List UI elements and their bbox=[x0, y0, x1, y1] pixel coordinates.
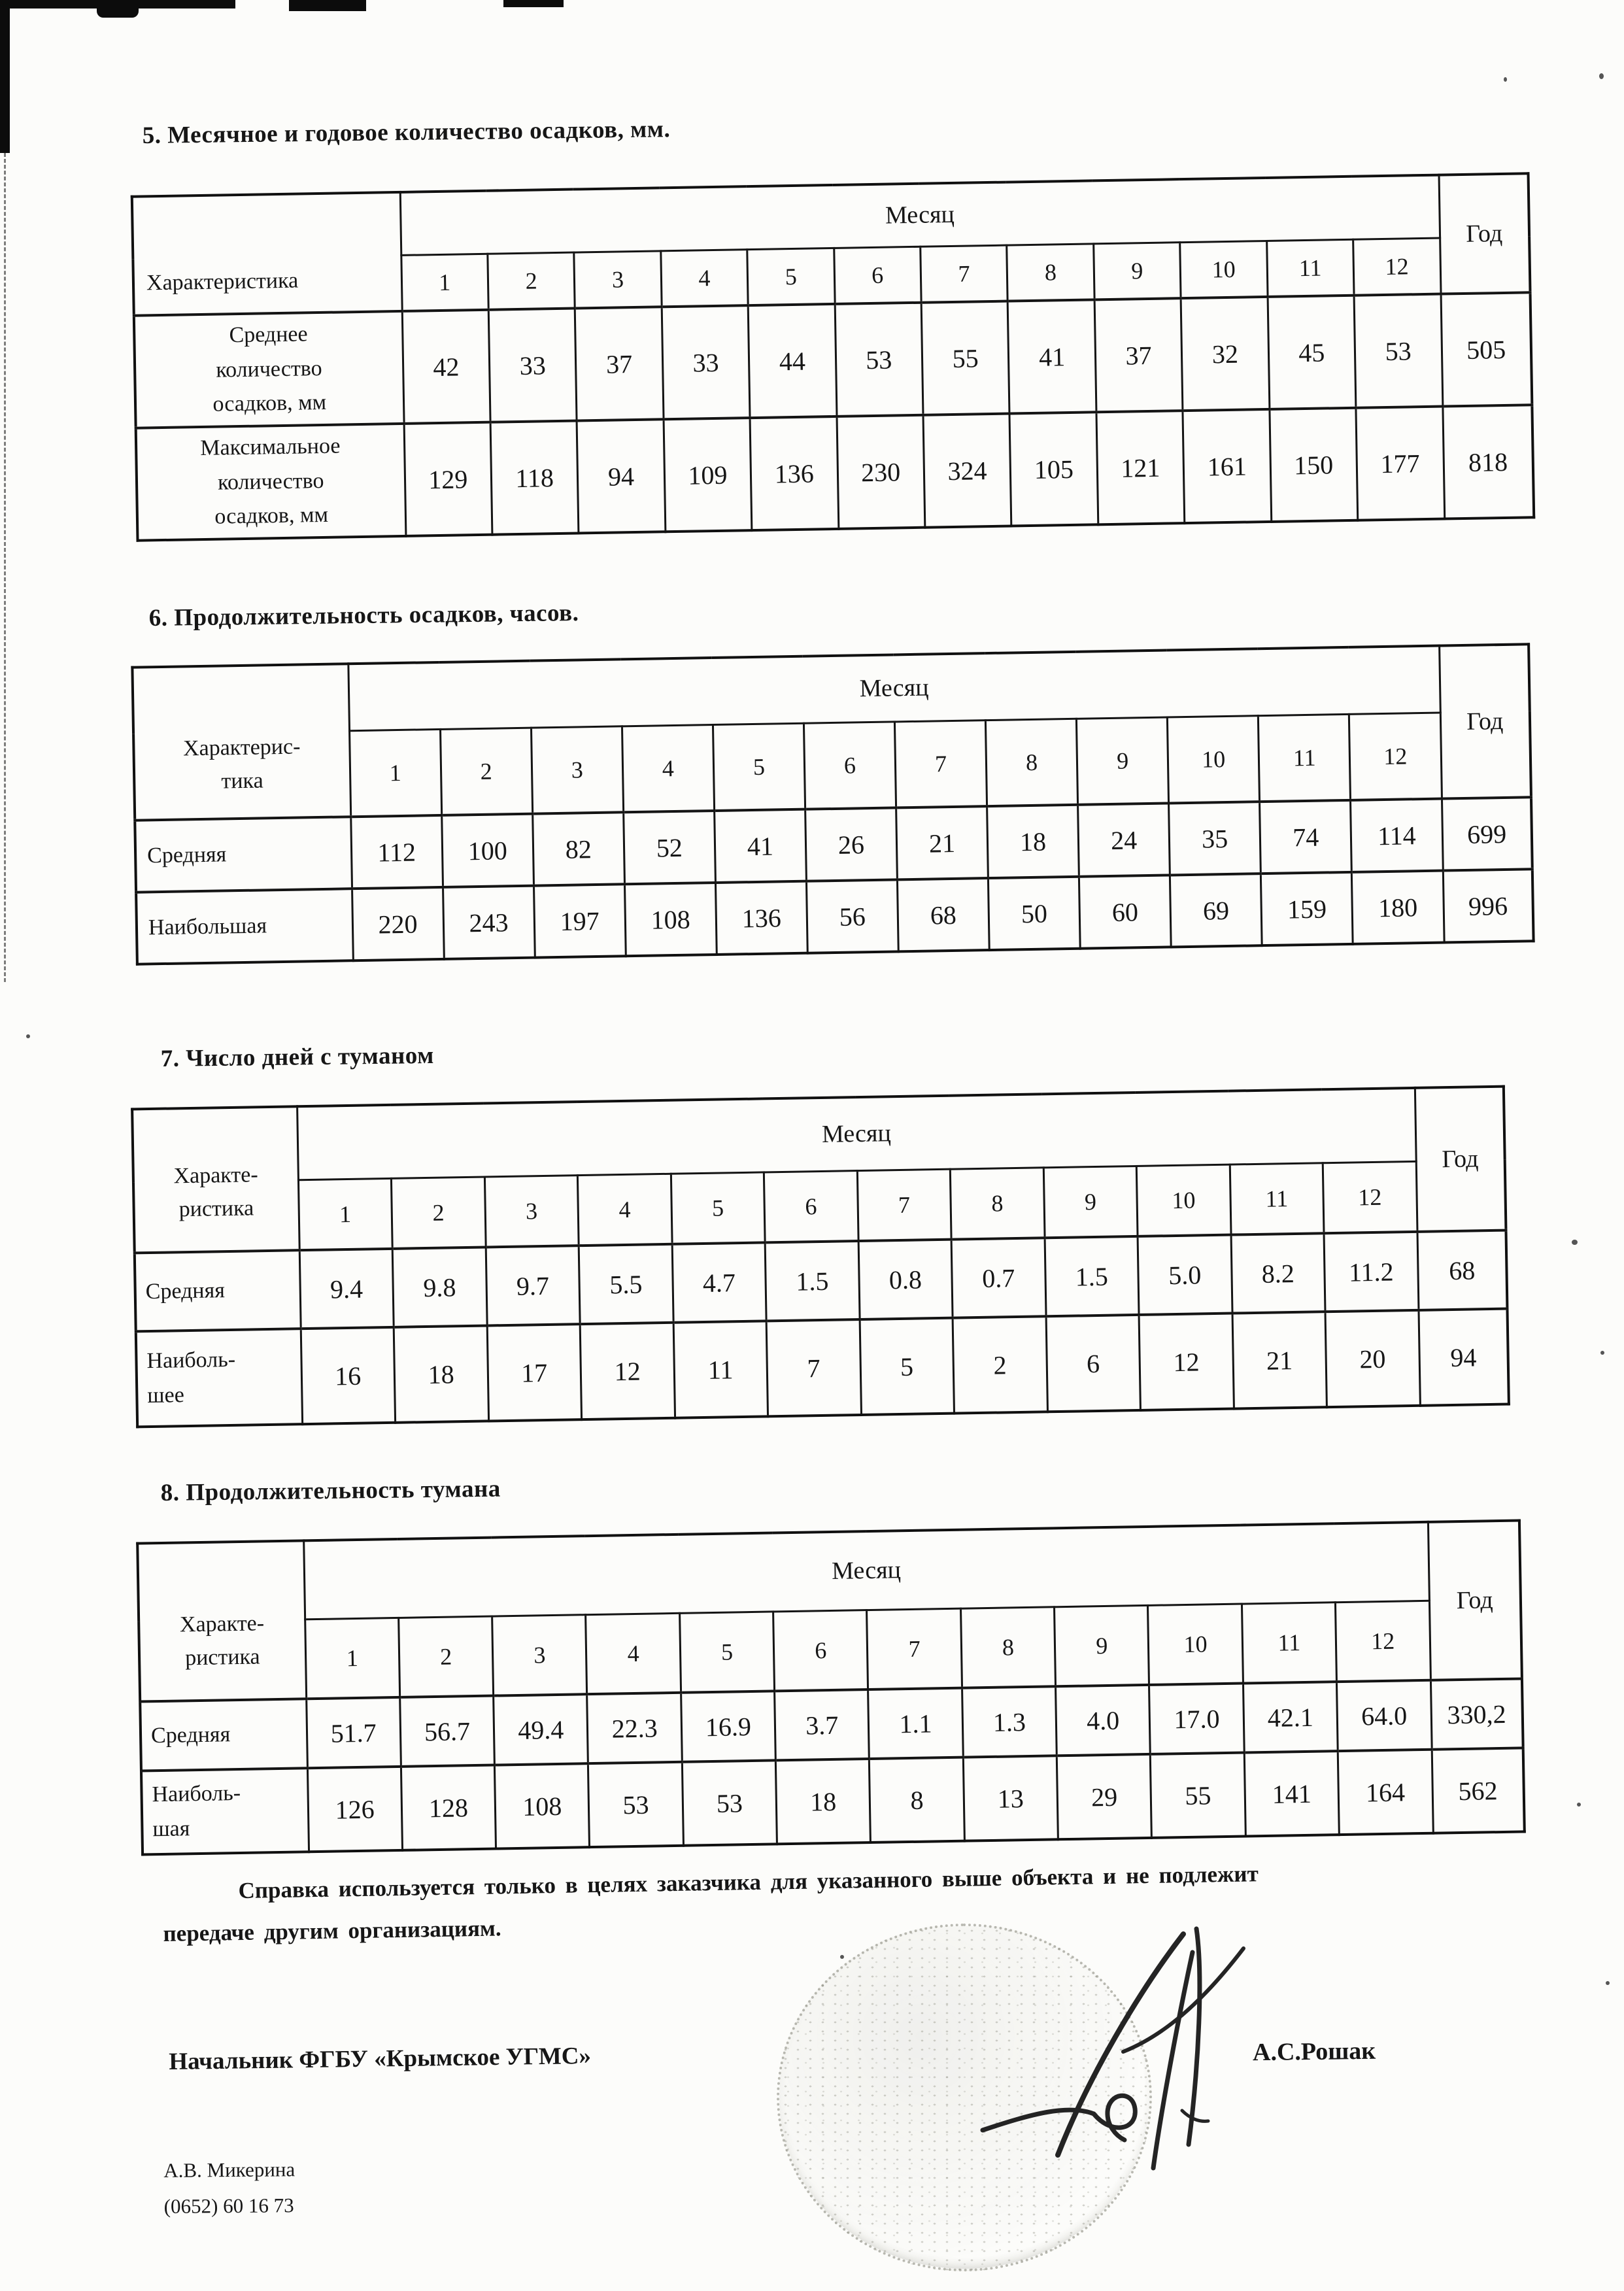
month-header-cell: 3 bbox=[574, 250, 662, 308]
value-cell: 56 bbox=[806, 879, 898, 953]
table-title: 5. Месячное и годовое количество осадков, мм. bbox=[142, 116, 671, 150]
value-cell: 12 bbox=[580, 1323, 675, 1419]
section-fog-days bbox=[133, 1042, 1513, 1417]
value-cell: 0.8 bbox=[858, 1240, 953, 1319]
value-cell: 55 bbox=[921, 301, 1009, 415]
month-header-cell: 6 bbox=[764, 1170, 858, 1242]
year-header-cell: Год bbox=[1439, 173, 1531, 294]
value-cell: 159 bbox=[1261, 872, 1353, 945]
value-cell: 18 bbox=[775, 1759, 870, 1844]
value-cell: 128 bbox=[401, 1765, 496, 1850]
month-header-cell: 4 bbox=[622, 724, 714, 812]
contact-name: А.В. Микерина bbox=[163, 2158, 296, 2182]
month-header-cell: 8 bbox=[1007, 243, 1094, 301]
value-cell: 108 bbox=[495, 1763, 590, 1848]
value-cell: 220 bbox=[352, 887, 444, 960]
row-label-cell: Максимальное количество осадков, мм bbox=[136, 424, 406, 541]
value-cell: 5.5 bbox=[579, 1244, 673, 1324]
scan-artifact bbox=[1606, 1981, 1610, 1985]
value-cell: 22.3 bbox=[587, 1693, 682, 1763]
month-header-cell: 9 bbox=[1055, 1605, 1149, 1686]
value-cell: 121 bbox=[1096, 411, 1185, 524]
value-cell: 136 bbox=[750, 416, 838, 530]
value-cell: 1.3 bbox=[962, 1686, 1057, 1757]
value-cell: 17 bbox=[487, 1324, 582, 1421]
year-value-cell: 330,2 bbox=[1430, 1678, 1523, 1749]
characteristic-header-cell: Характе- ристика bbox=[137, 1540, 306, 1701]
month-header-cell: 3 bbox=[484, 1175, 579, 1247]
value-cell: 112 bbox=[350, 815, 443, 889]
value-cell: 32 bbox=[1181, 297, 1269, 411]
year-value-cell: 94 bbox=[1418, 1309, 1508, 1406]
value-cell: 42.1 bbox=[1243, 1682, 1338, 1752]
month-header-cell: 8 bbox=[960, 1606, 1055, 1688]
value-cell: 161 bbox=[1183, 409, 1271, 523]
value-cell: 4.0 bbox=[1056, 1685, 1151, 1756]
value-cell: 4.7 bbox=[672, 1242, 766, 1322]
value-cell: 118 bbox=[490, 421, 579, 535]
month-header-cell: 7 bbox=[921, 245, 1008, 303]
value-cell: 24 bbox=[1078, 803, 1170, 876]
value-cell: 16 bbox=[301, 1327, 396, 1424]
value-cell: 109 bbox=[664, 418, 752, 532]
scan-artifact bbox=[289, 0, 366, 11]
value-cell: 37 bbox=[575, 307, 664, 420]
value-cell: 8.2 bbox=[1231, 1233, 1325, 1313]
value-cell: 20 bbox=[1325, 1310, 1420, 1407]
value-cell: 44 bbox=[748, 304, 836, 418]
month-header-cell: 12 bbox=[1349, 713, 1442, 800]
value-cell: 21 bbox=[1232, 1312, 1327, 1408]
value-cell: 7 bbox=[766, 1319, 861, 1416]
value-cell: 13 bbox=[963, 1756, 1058, 1841]
row-label-cell: Средняя bbox=[135, 1250, 301, 1331]
month-header-cell: 7 bbox=[867, 1608, 962, 1689]
month-group-header-cell: Месяц bbox=[303, 1522, 1429, 1620]
value-cell: 41 bbox=[714, 809, 806, 883]
value-cell: 33 bbox=[488, 309, 577, 422]
month-group-header-cell: Месяц bbox=[400, 175, 1440, 255]
value-cell: 2 bbox=[953, 1316, 1047, 1413]
scan-artifact bbox=[97, 0, 139, 18]
month-group-header-cell: Месяц bbox=[348, 646, 1440, 731]
value-cell: 9.8 bbox=[392, 1247, 486, 1327]
month-header-cell: 11 bbox=[1230, 1162, 1324, 1234]
month-header-cell: 12 bbox=[1323, 1161, 1417, 1233]
value-cell: 41 bbox=[1007, 299, 1096, 413]
section-fog-duration bbox=[139, 1475, 1529, 1844]
month-header-cell: 2 bbox=[398, 1616, 493, 1697]
value-cell: 230 bbox=[837, 415, 925, 529]
value-cell: 3.7 bbox=[775, 1689, 870, 1760]
month-header-cell: 3 bbox=[492, 1614, 587, 1695]
usage-note-line: Справка используется только в целях заказчика для указанного выше объекта и не подлежит bbox=[238, 1861, 1259, 1904]
month-header-cell: 5 bbox=[747, 248, 835, 305]
row-label-cell: Наиболь- шее bbox=[136, 1329, 302, 1427]
month-header-cell: 10 bbox=[1136, 1164, 1230, 1236]
month-header-cell: 9 bbox=[1093, 242, 1181, 299]
value-cell: 129 bbox=[404, 422, 492, 536]
month-header-cell: 2 bbox=[440, 728, 532, 815]
month-header-cell: 11 bbox=[1259, 714, 1351, 802]
value-cell: 197 bbox=[533, 884, 626, 957]
value-cell: 136 bbox=[715, 881, 807, 955]
month-header-cell: 1 bbox=[401, 254, 488, 311]
year-value-cell: 505 bbox=[1441, 292, 1532, 406]
month-header-cell: 8 bbox=[950, 1167, 1044, 1239]
value-cell: 126 bbox=[307, 1767, 402, 1852]
value-cell: 11 bbox=[673, 1321, 768, 1417]
contact-phone: (0652) 60 16 73 bbox=[163, 2194, 294, 2218]
scan-artifact bbox=[0, 0, 10, 153]
section-precipitation-amount bbox=[133, 116, 1539, 530]
year-value-cell: 699 bbox=[1442, 797, 1532, 870]
scan-artifact bbox=[1577, 1803, 1581, 1807]
value-cell: 17.0 bbox=[1149, 1684, 1244, 1754]
scan-artifact bbox=[26, 1034, 30, 1038]
value-cell: 53 bbox=[588, 1762, 683, 1847]
value-cell: 56.7 bbox=[399, 1696, 494, 1767]
table-title: 6. Продолжительность осадков, часов. bbox=[148, 599, 579, 632]
value-cell: 1.1 bbox=[868, 1688, 963, 1759]
month-header-cell: 2 bbox=[391, 1177, 485, 1249]
value-cell: 11.2 bbox=[1324, 1232, 1418, 1312]
value-cell: 49.4 bbox=[494, 1694, 588, 1765]
value-cell: 108 bbox=[624, 883, 717, 956]
value-cell: 94 bbox=[577, 419, 665, 533]
year-header-cell: Год bbox=[1439, 644, 1531, 798]
value-cell: 180 bbox=[1352, 871, 1444, 944]
table-title: 8. Продолжительность тумана bbox=[160, 1475, 501, 1506]
value-cell: 60 bbox=[1079, 875, 1172, 948]
year-value-cell: 562 bbox=[1432, 1748, 1525, 1833]
scan-artifact bbox=[4, 153, 6, 982]
value-cell: 37 bbox=[1094, 298, 1183, 412]
value-cell: 50 bbox=[988, 877, 1080, 950]
characteristic-header-cell: Характерис- тика bbox=[132, 664, 350, 820]
value-cell: 150 bbox=[1269, 408, 1357, 522]
precipitation-duration-table bbox=[131, 643, 1534, 965]
month-header-cell: 9 bbox=[1043, 1166, 1138, 1238]
characteristic-header-cell: Характеристика bbox=[132, 192, 402, 316]
month-header-cell: 5 bbox=[679, 1611, 774, 1692]
month-header-cell: 7 bbox=[857, 1169, 951, 1241]
value-cell: 324 bbox=[923, 414, 1011, 528]
year-value-cell: 996 bbox=[1443, 869, 1534, 942]
month-header-cell: 8 bbox=[985, 719, 1077, 806]
value-cell: 1.5 bbox=[1045, 1236, 1139, 1316]
row-label-cell: Средняя bbox=[140, 1699, 307, 1771]
scan-artifact bbox=[1572, 1240, 1578, 1245]
month-header-cell: 4 bbox=[660, 249, 748, 307]
precipitation-amount-table bbox=[131, 172, 1535, 541]
value-cell: 21 bbox=[896, 806, 989, 879]
value-cell: 82 bbox=[532, 812, 624, 885]
value-cell: 53 bbox=[1354, 294, 1442, 408]
month-header-cell: 2 bbox=[488, 252, 575, 310]
value-cell: 74 bbox=[1260, 800, 1352, 874]
characteristic-header-cell: Характе- ристика bbox=[132, 1106, 299, 1253]
table-title: 7. Число дней с туманом bbox=[160, 1042, 435, 1073]
month-header-cell: 1 bbox=[298, 1178, 392, 1250]
month-header-cell: 12 bbox=[1353, 238, 1441, 296]
value-cell: 52 bbox=[623, 811, 715, 884]
value-cell: 141 bbox=[1244, 1751, 1339, 1836]
value-cell: 69 bbox=[1170, 874, 1262, 947]
row-label-cell: Среднее количество осадков, мм bbox=[134, 311, 404, 428]
value-cell: 164 bbox=[1338, 1750, 1432, 1835]
scan-artifact bbox=[1599, 73, 1604, 79]
table-row bbox=[136, 405, 1534, 540]
year-header-cell: Год bbox=[1415, 1087, 1506, 1232]
value-cell: 51.7 bbox=[306, 1697, 401, 1768]
scan-artifact bbox=[840, 1955, 844, 1959]
value-cell: 53 bbox=[682, 1760, 777, 1845]
month-header-cell: 4 bbox=[586, 1613, 681, 1694]
fog-duration-table bbox=[136, 1519, 1526, 1856]
month-header-cell: 11 bbox=[1266, 239, 1354, 297]
month-header-cell: 6 bbox=[804, 721, 896, 809]
value-cell: 26 bbox=[805, 807, 898, 881]
month-group-header-cell: Месяц bbox=[297, 1088, 1416, 1179]
value-cell: 5.0 bbox=[1138, 1235, 1232, 1315]
section-precipitation-duration bbox=[133, 599, 1539, 954]
value-cell: 33 bbox=[662, 305, 750, 419]
row-label-cell: Средняя bbox=[135, 817, 352, 892]
value-cell: 1.5 bbox=[765, 1241, 859, 1321]
table-row bbox=[134, 292, 1532, 428]
row-label-cell: Наиболь- шая bbox=[141, 1768, 309, 1854]
usage-note-line: передаче другим организациям. bbox=[163, 1915, 501, 1946]
month-header-cell: 12 bbox=[1336, 1601, 1430, 1682]
month-header-cell: 7 bbox=[894, 720, 987, 807]
value-cell: 5 bbox=[860, 1318, 955, 1415]
value-cell: 18 bbox=[394, 1325, 488, 1422]
scan-artifact bbox=[1504, 77, 1507, 82]
value-cell: 114 bbox=[1351, 799, 1443, 872]
value-cell: 12 bbox=[1139, 1314, 1234, 1410]
value-cell: 6 bbox=[1046, 1315, 1141, 1412]
value-cell: 53 bbox=[835, 303, 923, 416]
value-cell: 45 bbox=[1268, 296, 1356, 409]
month-header-cell: 4 bbox=[577, 1174, 671, 1246]
value-cell: 9.4 bbox=[299, 1249, 394, 1329]
signer-position: Начальник ФГБУ «Крымское УГМС» bbox=[169, 2042, 592, 2075]
value-cell: 243 bbox=[443, 886, 535, 959]
scan-artifact bbox=[1600, 1351, 1604, 1355]
value-cell: 42 bbox=[402, 310, 490, 424]
scan-artifact bbox=[503, 0, 564, 7]
value-cell: 177 bbox=[1356, 407, 1444, 520]
year-header-cell: Год bbox=[1428, 1521, 1522, 1680]
month-header-cell: 5 bbox=[713, 723, 805, 811]
month-header-cell: 1 bbox=[305, 1618, 399, 1699]
signer-name: А.С.Рошак bbox=[1252, 2037, 1376, 2067]
value-cell: 9.7 bbox=[486, 1246, 580, 1325]
value-cell: 105 bbox=[1009, 412, 1098, 526]
month-header-cell: 6 bbox=[834, 246, 921, 304]
month-header-cell: 5 bbox=[671, 1172, 765, 1244]
month-header-cell: 1 bbox=[349, 729, 441, 817]
value-cell: 18 bbox=[987, 805, 1079, 878]
row-label-cell: Наибольшая bbox=[136, 889, 353, 964]
month-header-cell: 11 bbox=[1242, 1602, 1336, 1683]
fog-days-table bbox=[131, 1085, 1510, 1429]
year-value-cell: 818 bbox=[1442, 405, 1534, 518]
month-header-cell: 10 bbox=[1168, 715, 1260, 803]
value-cell: 55 bbox=[1151, 1753, 1245, 1838]
value-cell: 35 bbox=[1169, 802, 1261, 875]
value-cell: 100 bbox=[441, 814, 533, 887]
value-cell: 64.0 bbox=[1337, 1680, 1432, 1751]
month-header-cell: 9 bbox=[1077, 717, 1169, 805]
month-header-cell: 6 bbox=[773, 1610, 868, 1691]
value-cell: 68 bbox=[897, 878, 989, 951]
value-cell: 8 bbox=[870, 1757, 964, 1842]
contact-block bbox=[163, 2151, 296, 2224]
value-cell: 29 bbox=[1057, 1754, 1151, 1839]
value-cell: 16.9 bbox=[681, 1691, 775, 1761]
year-value-cell: 68 bbox=[1417, 1230, 1507, 1310]
value-cell: 0.7 bbox=[951, 1238, 1045, 1317]
month-header-cell: 10 bbox=[1180, 241, 1268, 298]
month-header-cell: 10 bbox=[1148, 1604, 1243, 1685]
month-header-cell: 3 bbox=[531, 726, 623, 813]
